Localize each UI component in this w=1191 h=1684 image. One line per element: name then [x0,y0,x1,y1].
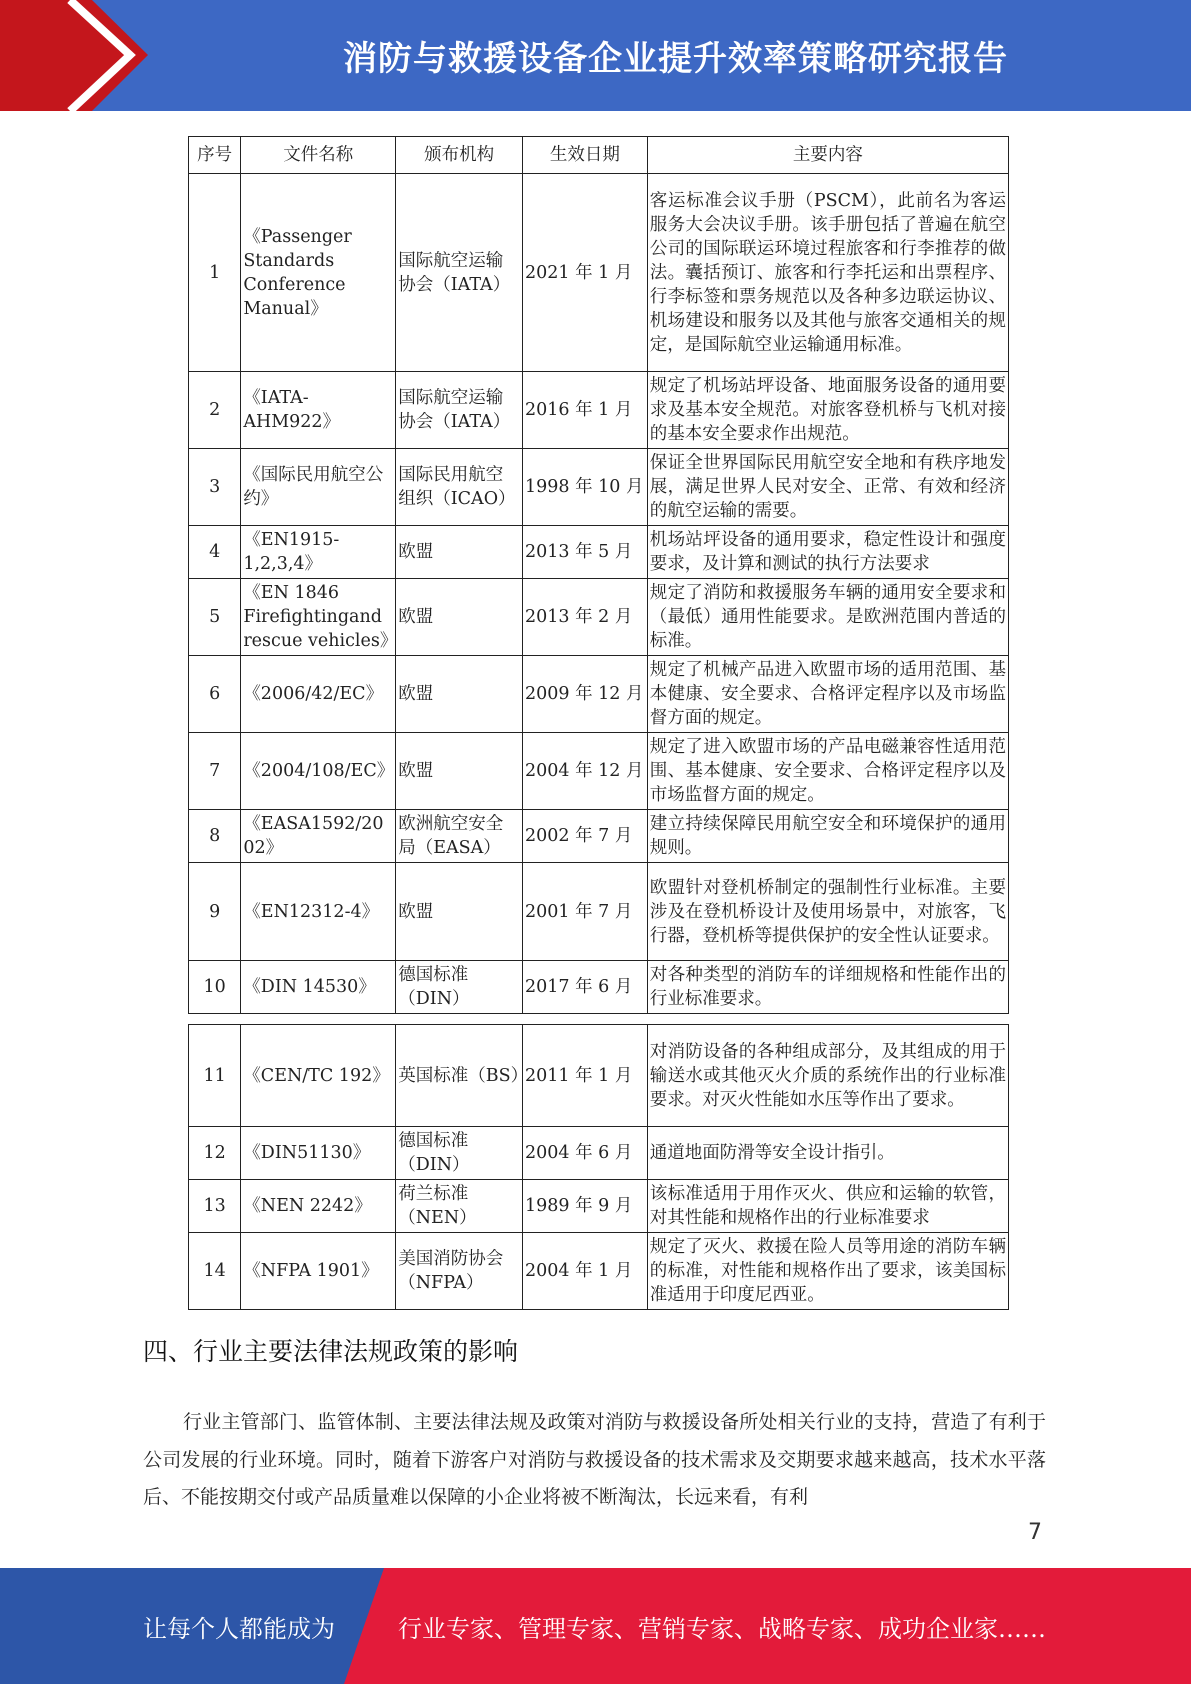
row-document-name: 《EASA1592/2002》 [241,810,396,863]
row-index: 10 [189,961,241,1014]
standards-table [188,136,1009,1014]
row-document-name: 《NFPA 1901》 [241,1233,396,1310]
header-main-content: 主要内容 [647,137,1008,174]
row-effective-date: 2013 年 5 月 [523,526,648,579]
row-document-name: 《国际民用航空公约》 [241,449,396,526]
row-main-content: 规定了机械产品进入欧盟市场的适用范围、基本健康、安全要求、合格评定程序以及市场监督方面的规定。 [647,656,1008,733]
row-main-content: 对消防设备的各种组成部分，及其组成的用于输送水或其他灭火介质的系统作出的行业标准要求。对灭火性能如水压等作出了要求。 [647,1025,1008,1127]
row-effective-date: 2016 年 1 月 [523,372,648,449]
row-document-name: 《EN 1846 Firefightingand rescue vehicles》 [241,579,396,656]
row-index: 7 [189,733,241,810]
table-row [189,810,1009,863]
row-document-name: 《2006/42/EC》 [241,656,396,733]
row-main-content: 欧盟针对登机桥制定的强制性行业标准。主要涉及在登机桥设计及使用场景中，对旅客，飞行器，登机桥等提供保护的安全性认证要求。 [647,863,1008,961]
table-row [189,579,1009,656]
table-row [189,733,1009,810]
standards-table-continued [188,1024,1009,1310]
page-number: 7 [1028,1520,1042,1545]
row-effective-date: 2011 年 1 月 [523,1025,648,1127]
row-main-content: 规定了消防和救援服务车辆的通用安全要求和（最低）通用性能要求。是欧洲范围内普适的标准。 [647,579,1008,656]
row-issuing-body: 欧盟 [396,733,523,810]
row-effective-date: 2001 年 7 月 [523,863,648,961]
section-heading: 四、行业主要法律法规政策的影响 [143,1337,519,1366]
table-row [189,863,1009,961]
row-index: 4 [189,526,241,579]
row-index: 6 [189,656,241,733]
row-issuing-body: 国际航空运输协会（IATA） [396,372,523,449]
row-effective-date: 2004 年 6 月 [523,1127,648,1180]
row-index: 8 [189,810,241,863]
table-row [189,961,1009,1014]
table-row [189,449,1009,526]
row-document-name: 《NEN 2242》 [241,1180,396,1233]
row-effective-date: 2021 年 1 月 [523,174,648,372]
row-document-name: 《2004/108/EC》 [241,733,396,810]
row-document-name: 《DIN 14530》 [241,961,396,1014]
row-index: 13 [189,1180,241,1233]
row-document-name: 《EN12312-4》 [241,863,396,961]
row-effective-date: 1989 年 9 月 [523,1180,648,1233]
table-row [189,1025,1009,1127]
row-index: 12 [189,1127,241,1180]
row-issuing-body: 欧盟 [396,863,523,961]
table-header-row [189,137,1009,174]
header-banner [0,0,1191,111]
row-effective-date: 2017 年 6 月 [523,961,648,1014]
row-index: 9 [189,863,241,961]
row-main-content: 通道地面防滑等安全设计指引。 [647,1127,1008,1180]
header-effective-date: 生效日期 [523,137,648,174]
table-row [189,174,1009,372]
row-issuing-body: 国际航空运输协会（IATA） [396,174,523,372]
header-index: 序号 [189,137,241,174]
footer-slogan-left: 让每个人都能成为 [143,1614,335,1643]
header-document-name: 文件名称 [241,137,396,174]
row-effective-date: 2004 年 1 月 [523,1233,648,1310]
row-issuing-body: 英国标准（BS） [396,1025,523,1127]
row-main-content: 保证全世界国际民用航空安全地和有秩序地发展，满足世界人民对安全、正常、有效和经济的航空运输的需要。 [647,449,1008,526]
row-index: 5 [189,579,241,656]
table-row [189,1233,1009,1310]
table-row [189,1127,1009,1180]
table-row [189,656,1009,733]
row-document-name: 《CEN/TC 192》 [241,1025,396,1127]
row-main-content: 规定了机场站坪设备、地面服务设备的通用要求及基本安全规范。对旅客登机桥与飞机对接的基本安全要求作出规范。 [647,372,1008,449]
row-main-content: 规定了灭火、救援在险人员等用途的消防车辆的标准，对性能和规格作出了要求，该美国标准适用于印度尼西亚。 [647,1233,1008,1310]
row-index: 14 [189,1233,241,1310]
row-issuing-body: 德国标准（DIN） [396,961,523,1014]
table-row [189,1180,1009,1233]
row-effective-date: 1998 年 10 月 [523,449,648,526]
row-document-name: 《EN1915-1,2,3,4》 [241,526,396,579]
row-index: 1 [189,174,241,372]
row-effective-date: 2009 年 12 月 [523,656,648,733]
row-issuing-body: 国际民用航空组织（ICAO） [396,449,523,526]
footer-banner [0,1568,1191,1684]
row-issuing-body: 欧盟 [396,656,523,733]
row-issuing-body: 欧洲航空安全局（EASA） [396,810,523,863]
table-row [189,526,1009,579]
row-document-name: 《Passenger Standards Conference Manual》 [241,174,396,372]
row-main-content: 对各种类型的消防车的详细规格和性能作出的行业标准要求。 [647,961,1008,1014]
row-document-name: 《DIN51130》 [241,1127,396,1180]
body-paragraph: 行业主管部门、监管体制、主要法律法规及政策对消防与救援设备所处相关行业的支持，营造了有利于公司发展的行业环境。同时，随着下游客户对消防与救援设备的技术需求及交期要求越来越高，技术水平落后、不能按期交付或产品质量难以保障的小企业将被不断淘汰，长远来看，有利 [143,1411,1046,1508]
row-index: 2 [189,372,241,449]
row-main-content: 规定了进入欧盟市场的产品电磁兼容性适用范围、基本健康、安全要求、合格评定程序以及市场监督方面的规定。 [647,733,1008,810]
row-issuing-body: 荷兰标准（NEN） [396,1180,523,1233]
row-issuing-body: 德国标准（DIN） [396,1127,523,1180]
row-effective-date: 2004 年 12 月 [523,733,648,810]
row-document-name: 《IATA-AHM922》 [241,372,396,449]
table-row [189,372,1009,449]
row-effective-date: 2002 年 7 月 [523,810,648,863]
header-issuing-body: 颁布机构 [396,137,523,174]
row-index: 11 [189,1025,241,1127]
report-title: 消防与救援设备企业提升效率策略研究报告 [343,39,1008,79]
row-main-content: 客运标准会议手册（PSCM），此前名为客运服务大会决议手册。该手册包括了普遍在航空公司的国际联运环境过程旅客和行李推荐的做法。囊括预订、旅客和行李托运和出票程序、行李标签和票务规范以及各种多边联运协议、机场建设和服务以及其他与旅客交通相关的规定，是国际航空业运输通用标准。 [647,174,1008,372]
row-main-content: 建立持续保障民用航空安全和环境保护的通用规则。 [647,810,1008,863]
footer-slogan-right: 行业专家、管理专家、营销专家、战略专家、成功企业家…… [398,1614,1046,1643]
row-issuing-body: 美国消防协会（NFPA） [396,1233,523,1310]
row-issuing-body: 欧盟 [396,579,523,656]
row-main-content: 该标准适用于用作灭火、供应和运输的软管，对其性能和规格作出的行业标准要求 [647,1180,1008,1233]
row-main-content: 机场站坪设备的通用要求，稳定性设计和强度要求，及计算和测试的执行方法要求 [647,526,1008,579]
row-index: 3 [189,449,241,526]
row-effective-date: 2013 年 2 月 [523,579,648,656]
row-issuing-body: 欧盟 [396,526,523,579]
